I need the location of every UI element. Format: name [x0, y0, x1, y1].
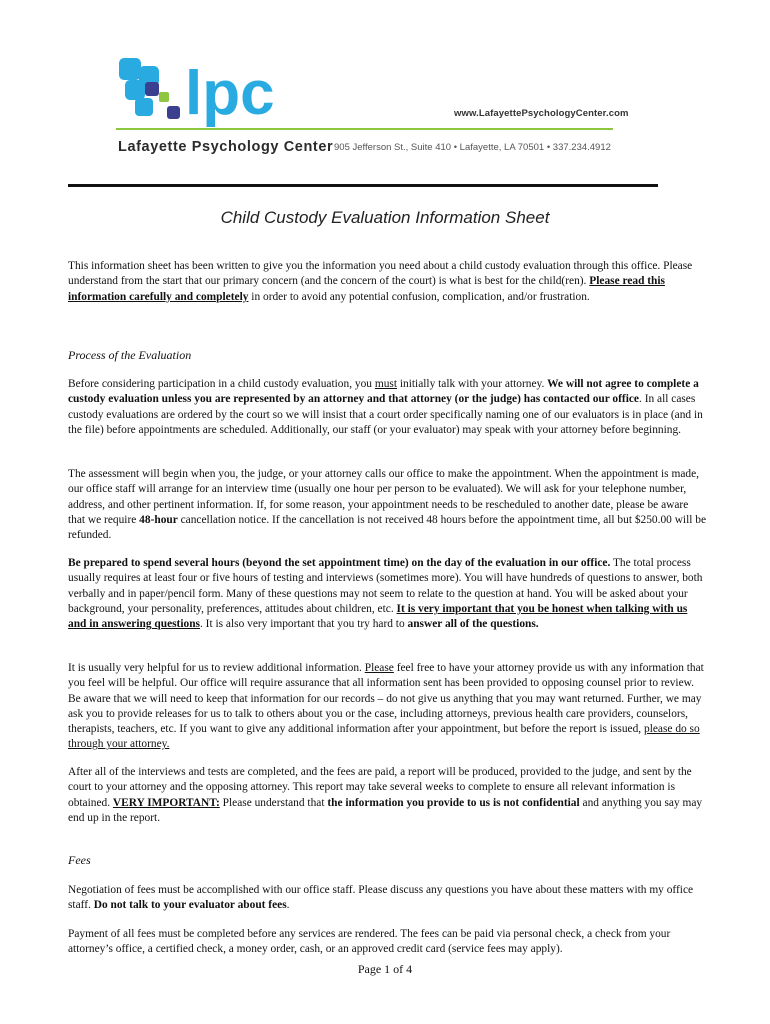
- fees-paragraph-2: Payment of all fees must be completed before any services are rendered. The fees can be paid via personal check, a check from your attorney’s office, a certified check, a money order, cash, or an approved credit card (service fees may apply).: [68, 928, 671, 956]
- website-url: www.LafayettePsychologyCenter.com: [454, 108, 629, 119]
- fees-section: [68, 853, 706, 868]
- logo-pixel-mark: [119, 58, 180, 119]
- header-divider: [116, 128, 613, 130]
- process-paragraph-4: It is usually very helpful for us to review additional information. Please feel free to have your attorney provide us with any information that you feel will be helpful. Our office will require assurance that all information sent has been provided to opposing counsel prior to review. Be aware that we will need to keep that information for our records – do not give us anything that you may want returned. Further, we may ask you to provide releases for us to talk to others about you or the case, including attorneys, previous health care providers, counselors, therapists, teachers, etc. If you want to give any additional information after your appointment, but before the report is issued, please do so through your attorney.: [68, 662, 704, 751]
- page-number: Page 1 of 4: [357, 962, 413, 976]
- process-section: [68, 348, 706, 363]
- logo-text: lpc: [185, 59, 275, 128]
- section-heading-process: Process of the Evaluation: [68, 348, 192, 362]
- organization-address: 905 Jefferson St., Suite 410 • Lafayette, LA 70501 • 337.234.4912: [334, 142, 611, 153]
- fees-paragraph-1: Negotiation of fees must be accomplished with our office staff. Please discuss any questions you have about these matters with my office staff. Do not talk to your evaluator about fees.: [68, 884, 694, 912]
- section-heading-fees: Fees: [68, 853, 91, 867]
- organization-name: Lafayette Psychology Center: [118, 139, 334, 155]
- process-paragraph-5: After all of the interviews and tests are completed, and the fees are paid, a report will be produced, provided to the judge, and sent by the court to your attorney and the opposing attorney. This report may take several weeks to complete to ensure all relevant information is obtained. VERY IMPORTANT: Please understand that the information you provide to us is not confidential and anything you say may end up in the report.: [68, 766, 703, 824]
- process-paragraph-1: Before considering participation in a child custody evaluation, you must initially talk with your attorney. We will not agree to complete a custody evaluation unless you are represented by an attorney and that attorney (or the judge) has contacted our office. In all cases custody evaluations are ordered by the court so we will insist that a court order specifically naming one of our evaluators is in place (and in the file) before appointments are scheduled. Additionally, our staff (or your evaluator) may speak with your attorney before beginning.: [68, 378, 703, 436]
- document-title: Child Custody Evaluation Information Sheet: [220, 208, 550, 227]
- letterhead-rule: [68, 184, 658, 187]
- intro-paragraph: This information sheet has been written to give you the information you need about a child custody evaluation through this office. Please understand from the start that our primary concern (and the concern of the court) is what is best for the child(ren). Please read this information carefully and completely in order to avoid any potential confusion, complication, and/or frustration.: [68, 260, 693, 303]
- lpc-logo: [115, 52, 295, 144]
- process-paragraph-2: The assessment will begin when you, the judge, or your attorney calls our office to make the appointment. When the appointment is made, our office staff will arrange for an interview time (usually one hour per person to be evaluated). We will ask for your telephone number, address, and other pertinent information. If, for some reason, your appointment needs to be rescheduled to another date, please be aware that we require 48-hour cancellation notice. If the cancellation is not received 48 hours before the appointment time, all but $250.00 will be refunded.: [68, 468, 707, 542]
- process-paragraph-3: Be prepared to spend several hours (beyond the set appointment time) on the day of the evaluation in our office. The total process usually requires at least four or five hours of testing and interviews (sometimes more). You will have hundreds of questions to answer, both verbally and in paper/pencil form. Many of these questions may not seem to relate to the question at hand. You will be asked about your background, your personality, preferences, attitudes about children, etc. It is very important that you be honest when talking with us and in answering questions. It is also very important that you try hard to answer all of the questions.: [68, 557, 703, 631]
